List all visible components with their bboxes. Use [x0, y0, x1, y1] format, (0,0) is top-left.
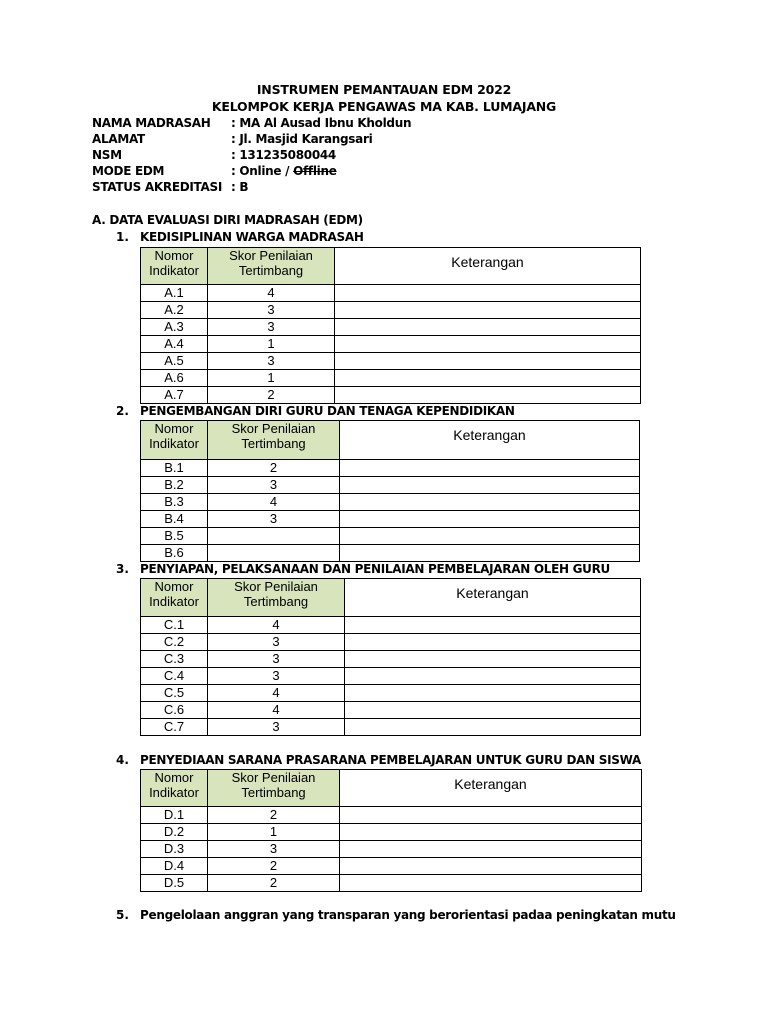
- table-row: [141, 824, 642, 841]
- indicator-table: [140, 578, 641, 736]
- indicator-table: [140, 769, 642, 892]
- table-row: [141, 511, 640, 528]
- info-label: NAMA MADRASAH: [92, 116, 211, 130]
- indicator-score: 3: [208, 719, 345, 736]
- indicator-keterangan: [335, 285, 641, 302]
- indicator-code: B.1: [141, 460, 208, 477]
- indicator-keterangan: [340, 875, 642, 892]
- subsection-number: 2.: [116, 404, 129, 418]
- table-row: [141, 875, 642, 892]
- indicator-code: C.5: [141, 685, 208, 702]
- subsection-title: PENGEMBANGAN DIRI GURU DAN TENAGA KEPENDIDIKAN: [140, 404, 515, 418]
- indicator-code: D.3: [141, 841, 208, 858]
- header-nomor-indikator: Nomor Indikator: [141, 770, 208, 807]
- indicator-score: [208, 545, 340, 562]
- indicator-keterangan: [340, 841, 642, 858]
- info-value: [231, 164, 337, 178]
- indicator-code: B.5: [141, 528, 208, 545]
- indicator-code: D.5: [141, 875, 208, 892]
- indicator-keterangan: [340, 460, 640, 477]
- subsection-title: PENYIAPAN, PELAKSANAAN DAN PENILAIAN PEMBELAJARAN OLEH GURU: [140, 562, 610, 576]
- indicator-code: C.6: [141, 702, 208, 719]
- indicator-score: 3: [208, 634, 345, 651]
- indicator-score: 4: [208, 285, 335, 302]
- indicator-code: D.2: [141, 824, 208, 841]
- header-keterangan: Keterangan: [335, 248, 641, 285]
- subsection-title: Pengelolaan anggran yang transparan yang berorientasi padaa peningkatan mutu: [140, 908, 676, 922]
- subsection-number: 5.: [116, 908, 129, 922]
- table-row: [141, 719, 641, 736]
- indicator-score: 1: [208, 336, 335, 353]
- indicator-keterangan: [335, 370, 641, 387]
- indicator-code: B.4: [141, 511, 208, 528]
- indicator-score: 2: [208, 387, 335, 404]
- indicator-keterangan: [340, 545, 640, 562]
- indicator-keterangan: [340, 511, 640, 528]
- indicator-score: 2: [208, 875, 340, 892]
- header-skor-penilaian: Skor Penilaian Tertimbang: [208, 421, 340, 460]
- header-keterangan: Keterangan: [345, 579, 641, 617]
- table-row: [141, 460, 640, 477]
- indicator-code: B.2: [141, 477, 208, 494]
- indicator-keterangan: [335, 319, 641, 336]
- indicator-keterangan: [345, 668, 641, 685]
- indicator-code: B.6: [141, 545, 208, 562]
- indicator-keterangan: [345, 685, 641, 702]
- table-row: [141, 285, 641, 302]
- indicator-score: 2: [208, 460, 340, 477]
- indicator-score: [208, 528, 340, 545]
- table-row: [141, 545, 640, 562]
- subsection-number: 3.: [116, 562, 129, 576]
- indicator-score: 1: [208, 824, 340, 841]
- mode-online: : Online /: [231, 164, 294, 178]
- indicator-score: 3: [208, 668, 345, 685]
- indicator-keterangan: [345, 702, 641, 719]
- indicator-score: 2: [208, 858, 340, 875]
- info-label: MODE EDM: [92, 164, 165, 178]
- table-row: [141, 477, 640, 494]
- table-row: [141, 651, 641, 668]
- subsection-title: KEDISIPLINAN WARGA MADRASAH: [140, 230, 364, 244]
- document-title-line2: KELOMPOK KERJA PENGAWAS MA KAB. LUMAJANG: [211, 99, 557, 114]
- indicator-score: 3: [208, 353, 335, 370]
- indicator-keterangan: [340, 824, 642, 841]
- header-skor-penilaian: Skor Penilaian Tertimbang: [208, 248, 335, 285]
- table-row: [141, 858, 642, 875]
- indicator-score: 3: [208, 511, 340, 528]
- indicator-code: A.7: [141, 387, 208, 404]
- table-row: [141, 353, 641, 370]
- indicator-code: C.1: [141, 617, 208, 634]
- indicator-code: A.1: [141, 285, 208, 302]
- table-row: [141, 387, 641, 404]
- table-row: [141, 807, 642, 824]
- table-row: [141, 685, 641, 702]
- table-row: [141, 494, 640, 511]
- indicator-keterangan: [340, 858, 642, 875]
- info-label: ALAMAT: [92, 132, 145, 146]
- header-keterangan: Keterangan: [340, 770, 642, 807]
- indicator-keterangan: [340, 807, 642, 824]
- indicator-keterangan: [335, 387, 641, 404]
- table-row: [141, 302, 641, 319]
- header-skor-penilaian: Skor Penilaian Tertimbang: [208, 579, 345, 617]
- indicator-code: A.3: [141, 319, 208, 336]
- info-value: : MA Al Ausad Ibnu Kholdun: [231, 116, 412, 130]
- indicator-code: A.5: [141, 353, 208, 370]
- header-keterangan: Keterangan: [340, 421, 640, 460]
- indicator-keterangan: [340, 528, 640, 545]
- table-row: [141, 528, 640, 545]
- section-a-heading: A. DATA EVALUASI DIRI MADRASAH (EDM): [92, 213, 363, 227]
- table-row: [141, 617, 641, 634]
- indicator-score: 3: [208, 302, 335, 319]
- indicator-keterangan: [345, 719, 641, 736]
- indicator-keterangan: [335, 302, 641, 319]
- indicator-keterangan: [345, 634, 641, 651]
- info-value: : B: [231, 180, 249, 194]
- indicator-keterangan: [335, 336, 641, 353]
- table-row: [141, 841, 642, 858]
- info-value: : 131235080044: [231, 148, 336, 162]
- info-value: : Jl. Masjid Karangsari: [231, 132, 373, 146]
- indicator-table: [140, 247, 641, 404]
- indicator-score: 3: [208, 319, 335, 336]
- indicator-code: A.2: [141, 302, 208, 319]
- indicator-keterangan: [345, 617, 641, 634]
- indicator-keterangan: [345, 651, 641, 668]
- indicator-score: 3: [208, 651, 345, 668]
- subsection-title: PENYEDIAAN SARANA PRASARANA PEMBELAJARAN UNTUK GURU DAN SISWA: [140, 753, 641, 767]
- indicator-score: 3: [208, 841, 340, 858]
- indicator-keterangan: [335, 353, 641, 370]
- indicator-score: 1: [208, 370, 335, 387]
- indicator-score: 3: [208, 477, 340, 494]
- header-nomor-indikator: Nomor Indikator: [141, 421, 208, 460]
- indicator-score: 4: [208, 702, 345, 719]
- indicator-code: C.4: [141, 668, 208, 685]
- indicator-code: B.3: [141, 494, 208, 511]
- mode-offline-struck: Offline: [293, 164, 337, 178]
- info-label: STATUS AKREDITASI: [92, 180, 222, 194]
- table-row: [141, 702, 641, 719]
- header-nomor-indikator: Nomor Indikator: [141, 579, 208, 617]
- info-label: NSM: [92, 148, 122, 162]
- indicator-score: 4: [208, 617, 345, 634]
- indicator-table: [140, 420, 640, 562]
- header-skor-penilaian: Skor Penilaian Tertimbang: [208, 770, 340, 807]
- table-row: [141, 634, 641, 651]
- document-title-line1: INSTRUMEN PEMANTAUAN EDM 2022: [256, 82, 512, 97]
- indicator-score: 4: [208, 685, 345, 702]
- table-row: [141, 668, 641, 685]
- table-row: [141, 370, 641, 387]
- table-row: [141, 319, 641, 336]
- indicator-score: 2: [208, 807, 340, 824]
- subsection-number: 4.: [116, 753, 129, 767]
- indicator-code: A.6: [141, 370, 208, 387]
- table-row: [141, 336, 641, 353]
- indicator-code: C.3: [141, 651, 208, 668]
- indicator-keterangan: [340, 477, 640, 494]
- subsection-number: 1.: [116, 230, 129, 244]
- indicator-keterangan: [340, 494, 640, 511]
- indicator-code: C.7: [141, 719, 208, 736]
- indicator-code: C.2: [141, 634, 208, 651]
- indicator-score: 4: [208, 494, 340, 511]
- header-nomor-indikator: Nomor Indikator: [141, 248, 208, 285]
- indicator-code: D.4: [141, 858, 208, 875]
- indicator-code: D.1: [141, 807, 208, 824]
- indicator-code: A.4: [141, 336, 208, 353]
